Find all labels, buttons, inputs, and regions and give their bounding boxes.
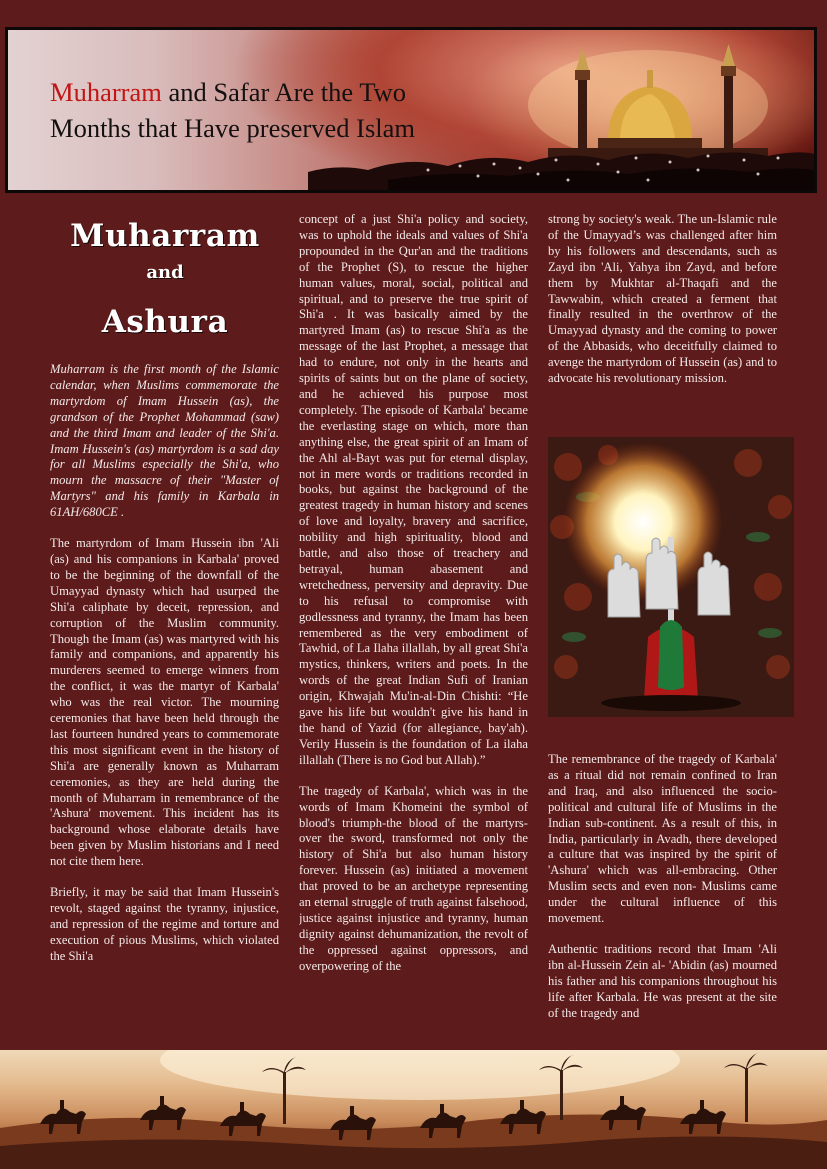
intro-paragraph: Muharram is the first month of the Islamic calendar, when Muslims commemorate the martyrdom of Imam Hussein (as), the grandson of the Prophet Mohammad (saw) and the third Imam and leader of the Shi'a. Imam Hussein's (as) martyrdom is a sad day for all Muslims especially the Shi'a, who mourn the massacre of their "Master of Martyrs" and his family in Karbala in 61AH/680CE . <box>50 362 279 520</box>
article-column-2 <box>299 212 528 1050</box>
hands-standard-illustration <box>548 437 794 717</box>
body-paragraph: The tragedy of Karbala', which was in the words of Imam Khomeini the symbol of blood's triumph-the blood of the martyrs-over the sword, transformed not only the history of Shi'a but also human history forever. Hussein (as) initiated a movement that proved to be an archetype representing an eternal struggle of truth against falsehood, justice against injustice and tyranny, human dignity against dehumanization, the revolt of the oppressed against oppressors, and overpowering of the <box>299 783 528 973</box>
header-banner <box>5 27 817 193</box>
banner-title-line1-rest: and Safar Are the Two <box>161 77 407 107</box>
banner-title-line2: Months that Have preserved Islam <box>50 113 416 143</box>
banner-title-highlight: Muharram <box>50 77 162 107</box>
body-paragraph: concept of a just Shi'a policy and society, was to uphold the ideals and values of Shi'a propounded in the Qur'an and the traditions of the Prophet (S), to rescue the higher human values, moral, social, political and spiritual, and to preserve the true spirit of Shi'a . It was basically aimed by the martyred Imam (as) to rescue Shi'a as the message of the last Prophet, a message that had to endure, not only in the hearts and spirits of saints but on the plane of society, and he achieved his purpose most completely. The episode of Karbala' became the everlasting stage on which, more than anything else, the great spirit of an Imam of the Ahl al-Bayt was put for eternal display, not in mere words or traditions recorded in books, but against the background of the greatest tragedy in human history and scenes of love and loyalty, bravery and sacrifice, nobility and high spirituality, blood and battle, and also those of treachery and betrayal, human abasement and wretchedness, perversity and depravity. Due to his refusal to compromise with godlessness and tyranny, the Imam has been remembered as the very embodiment of Tawhid, of La Ilaha illallah, by all great Shi'a mystics, thinkers, writers and poets. In the words of the great Indian Sufi of Iranian origin, Khwajah Mu'in-al-Din Chishti: “He gave his life but wouldn't give his hand in the hand of Yazid (for allegiance, bay'ah). Verily Hussein is the foundation of La ilaha illallah (There is no God but Allah).” <box>299 212 528 767</box>
banner-title <box>50 74 415 146</box>
body-paragraph: strong by society's weak. The un-Islamic rule of the Umayyad’s was challenged after him by his followers and descendants, such as Zayd ibn 'Ali, Yahya ibn Zayd, and before them by Mukhtar al-Thaqafi and the Tawwabin, which created a ferment that finally resulted in the overthrow of the Umayyad dynasty and the coming to power of the Abbasids, who deceitfully claimed to avenge the martyrdom of Hussein (as) and to advocate his revolutionary mission. <box>548 212 777 386</box>
heading-and: and <box>146 262 184 283</box>
body-paragraph: Briefly, it may be said that Imam Hussein's revolt, staged against the tyranny, injustice, and repression of the regime and torture and execution of pious Muslims, which violated the Shi'a <box>50 885 279 963</box>
heading-muharram: Muharram <box>70 218 260 254</box>
body-paragraph: Authentic traditions record that Imam 'Ali ibn al-Hussein Zein al- 'Abidin (as) mourned his father and his companions throughout his life after Karbala. He was present at the site of the tragedy and <box>548 941 777 1020</box>
caravan-silhouette-illustration <box>0 1050 827 1169</box>
article-column-3-top <box>548 212 777 424</box>
body-paragraph: The martyrdom of Imam Hussein ibn 'Ali (as) and his companions in Karbala' proved to be the beginning of the downfall of the Umayyad dynasty which had usurped the Shi'a caliphate by deceit, repression, and corruption of the Muslim community. Though the Imam (as) was martyred with his family and companions, and apparently his murderers seemed to emerge winners from the conflict, it was the martyr of Karbala' who was the real victor. The mourning ceremonies that have been held through the last fourteen hundred years to commemorate this most significant event in the history of Shi'a are generally known as Muharram ceremonies, as they are held during the month of Muharram in remembrance of the 'Ashura' movement. This incident has its background whose elaborate details have been given by Muslim historians and I need not cite them here. <box>50 536 279 869</box>
heading-ashura: Ashura <box>101 304 229 340</box>
footer-caravan-strip <box>0 1050 827 1169</box>
article-column-3-bottom <box>548 752 777 1048</box>
body-paragraph: The remembrance of the tragedy of Karbala' as a ritual did not remain confined to Iran and Iraq, and also influenced the socio-political and cultural life of Muslims in the Indian sub-continent. As a result of this, in India, particularly in Avadh, there developed a culture that was inspired by the spirit of 'Ashura' which was all-embracing. Other Muslim sects and even non- Muslims came under the cultural influence of this movement. <box>548 752 777 926</box>
ashura-alam-photo <box>548 437 794 717</box>
article-column-1 <box>50 362 279 1050</box>
